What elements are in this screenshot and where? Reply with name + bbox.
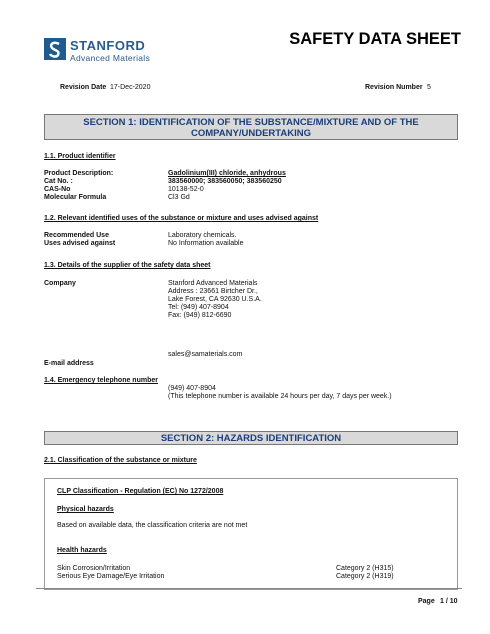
emergency-phone: (949) 407-8904 xyxy=(168,385,216,392)
recommended-use-value: Laboratory chemicals. xyxy=(168,232,237,239)
heading-2-1: 2.1. Classification of the substance or mixture xyxy=(44,457,197,464)
company-address-line: Fax: (949) 812-6690 xyxy=(168,312,232,319)
document-title: SAFETY DATA SHEET xyxy=(289,30,461,48)
formula-value: Cl3 Gd xyxy=(168,194,190,201)
revision-number-label: Revision Number xyxy=(365,84,423,91)
page-label: Page xyxy=(418,598,435,605)
uses-advised-against-label: Uses advised against xyxy=(44,240,116,247)
cas-value: 10138-52-0 xyxy=(168,186,204,193)
uses-advised-against-value: No Information available xyxy=(168,240,244,247)
section-1-title-line1: SECTION 1: IDENTIFICATION OF THE SUBSTANCE/MIXTURE AND OF THE xyxy=(83,117,419,128)
heading-1-1: 1.1. Product identifier xyxy=(44,153,116,160)
logo-name: STANFORD xyxy=(70,38,146,53)
page-number: 1 / 10 xyxy=(440,598,458,605)
section-1-header xyxy=(44,114,458,140)
heading-1-2: 1.2. Relevant identified uses of the substance or mixture and uses advised against xyxy=(44,215,319,222)
email-label: E-mail address xyxy=(44,360,94,367)
company-address-line: Address : 23661 Birtcher Dr., xyxy=(168,288,258,295)
product-description-label: Product Description: xyxy=(44,170,114,177)
cat-no-label: Cat No. : xyxy=(44,178,73,185)
cat-no-value: 383560000; 383560050; 383560250 xyxy=(168,178,282,185)
recommended-use-label: Recommended Use xyxy=(44,232,109,239)
section-2-title: SECTION 2: HAZARDS IDENTIFICATION xyxy=(160,433,342,444)
health-hazard-category: Category 2 (H315) xyxy=(336,565,394,572)
section-1-title-line2: COMPANY/UNDERTAKING xyxy=(191,128,311,139)
clp-classification-box xyxy=(44,478,458,590)
company-address-line: Tel: (949) 407-8904 xyxy=(168,304,229,311)
product-description-value: Gadolinium(III) chloride, anhydrous xyxy=(168,170,286,177)
health-hazards-heading: Health hazards xyxy=(57,547,107,554)
health-hazard-name: Skin Corrosion/Irritation xyxy=(57,565,131,572)
footer-divider xyxy=(36,588,462,589)
physical-hazards-heading: Physical hazards xyxy=(57,506,114,513)
company-label: Company xyxy=(44,280,76,287)
logo-subtitle: Advanced Materials xyxy=(70,53,151,63)
clp-heading: CLP Classification - Regulation (EC) No 1272/2008 xyxy=(57,488,224,495)
health-hazard-name: Serious Eye Damage/Eye Irritation xyxy=(57,573,165,580)
formula-label: Molecular Formula xyxy=(44,194,107,201)
company-address-line: Lake Forest, CA 92630 U.S.A. xyxy=(168,296,262,303)
cas-label: CAS-No xyxy=(44,186,71,193)
revision-number-value: 5 xyxy=(427,84,431,91)
heading-1-3: 1.3. Details of the supplier of the safety data sheet xyxy=(44,262,211,269)
company-address-line: Stanford Advanced Materials xyxy=(168,280,258,287)
emergency-note: (This telephone number is available 24 hours per day, 7 days per week.) xyxy=(168,393,392,400)
email-value: sales@samaterials.com xyxy=(168,351,243,358)
revision-date-value: 17-Dec-2020 xyxy=(110,84,151,91)
heading-1-4: 1.4. Emergency telephone number xyxy=(44,377,158,384)
revision-date-label: Revision Date xyxy=(60,84,107,91)
physical-hazards-text: Based on available data, the classification criteria are not met xyxy=(57,522,248,529)
logo-mark-icon xyxy=(44,38,66,60)
health-hazard-category: Category 2 (H319) xyxy=(336,573,394,580)
section-2-header xyxy=(44,431,458,445)
